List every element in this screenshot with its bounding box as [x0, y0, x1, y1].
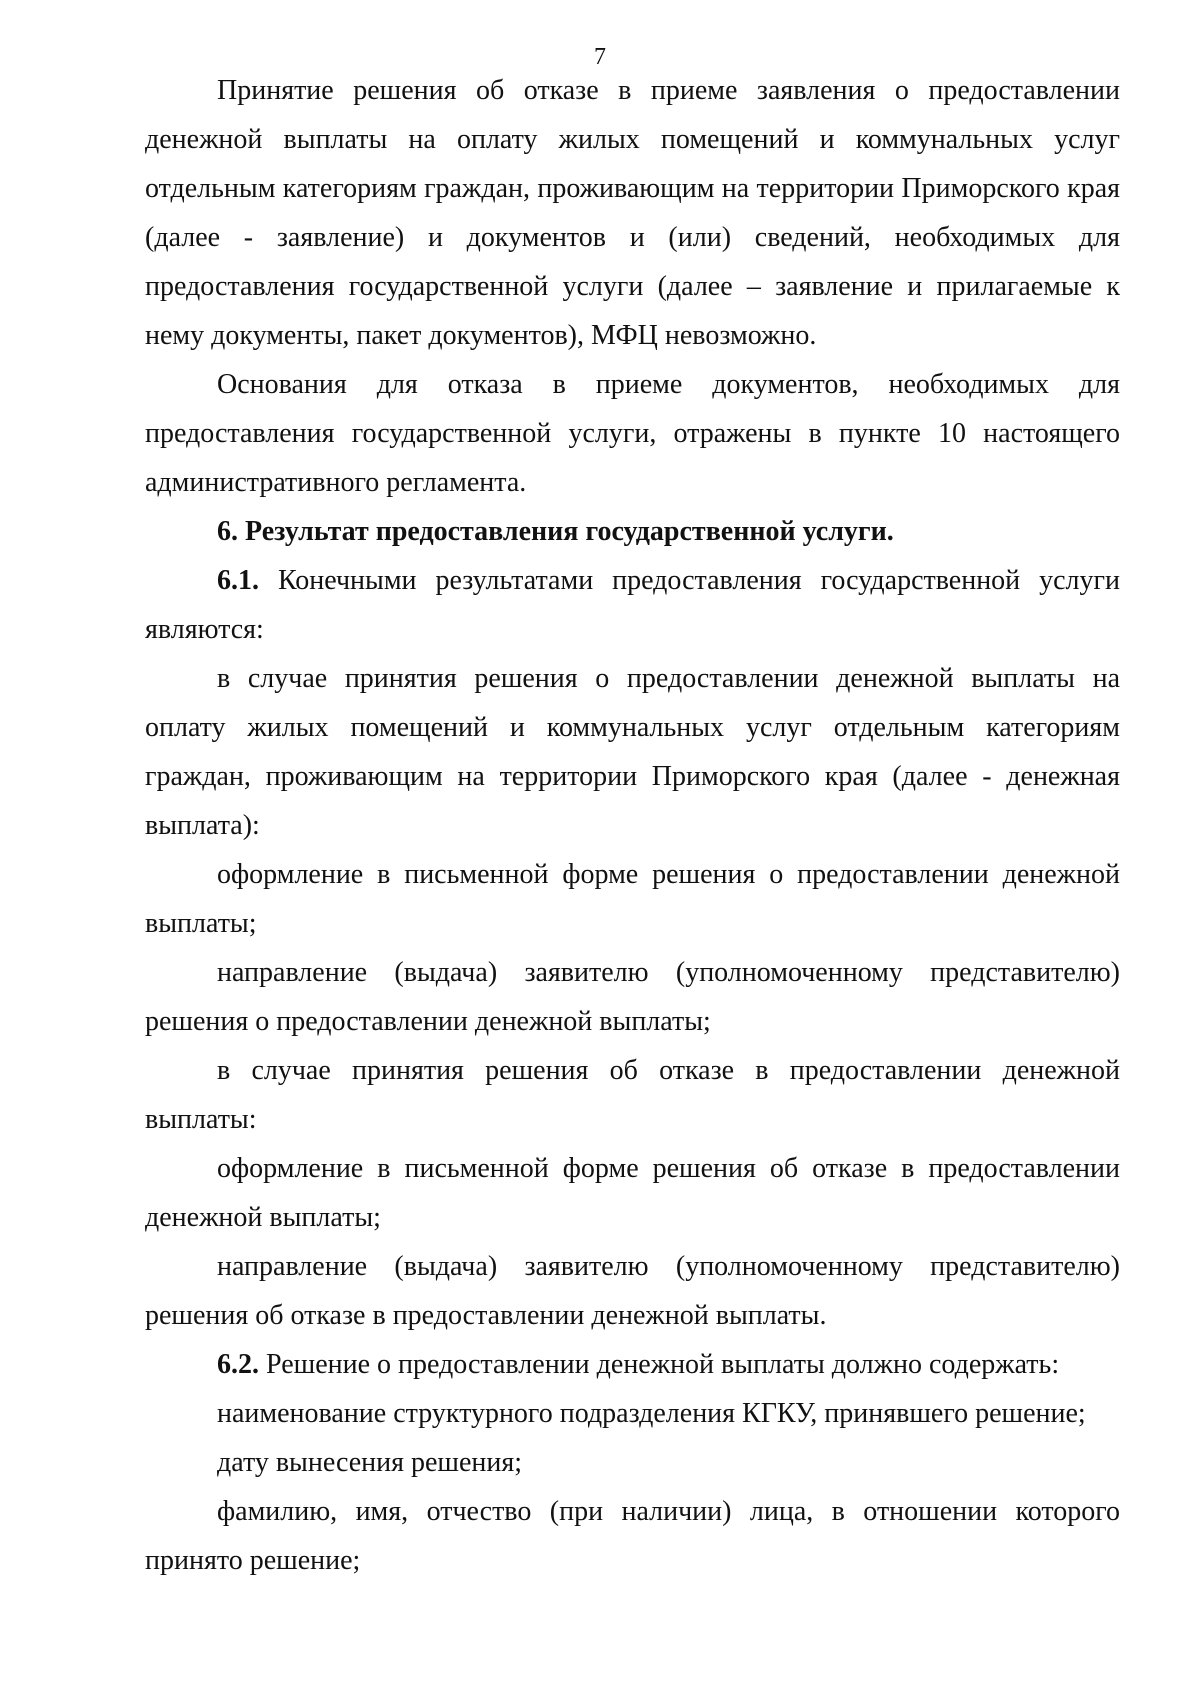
page-number: 7	[594, 44, 606, 70]
clause-number: 6.1.	[217, 565, 259, 596]
paragraph-case-refused: в случае принятия решения об отказе в предоставлении денежной выплаты:	[145, 1055, 1120, 1135]
paragraph-6-1	[145, 556, 1120, 654]
paragraph-refusal-impossible: Принятие решения об отказе в приеме заявления о предоставлении денежной выплаты на оплату жилых помещений и коммунальных услуг отдельным категориям граждан, проживающим на территории Приморского края (далее - заявление) и документов и (или) сведений, необходимых для предоставления государственной услуги (далее – заявление и прилагаемые к нему документы, пакет документов), МФЦ невозможно.	[145, 75, 1120, 351]
paragraph-refusal-grounds: Основания для отказа в приеме документов, необходимых для предоставления государственной услуги, отражены в пункте 10 настоящего административного регламента.	[145, 369, 1120, 498]
paragraph-issue-refusal: направление (выдача) заявителю (уполномоченному представителю) решения об отказе в предоставлении денежной выплаты.	[145, 1251, 1120, 1331]
paragraph-6-2	[145, 1340, 1120, 1389]
paragraph-text: Конечными результатами предоставления государственной услуги являются:	[145, 565, 1120, 645]
section-heading-6: 6. Результат предоставления государственной услуги.	[217, 516, 894, 547]
paragraph-issue-decision: направление (выдача) заявителю (уполномоченному представителю) решения о предоставлении денежной выплаты;	[145, 957, 1120, 1037]
paragraph-case-granted: в случае принятия решения о предоставлении денежной выплаты на оплату жилых помещений и коммунальных услуг отдельным категориям граждан, проживающим на территории Приморского края (далее - денежная выплата):	[145, 663, 1120, 841]
list-item-decision-date: дату вынесения решения;	[217, 1447, 523, 1478]
clause-number: 6.2.	[217, 1349, 259, 1380]
paragraph-written-decision: оформление в письменной форме решения о предоставлении денежной выплаты;	[145, 859, 1120, 939]
document-body	[145, 66, 1120, 1585]
list-item-person-name: фамилию, имя, отчество (при наличии) лица, в отношении которого принято решение;	[145, 1496, 1120, 1576]
paragraph-text: Решение о предоставлении денежной выплаты должно содержать:	[259, 1349, 1060, 1380]
paragraph-written-refusal: оформление в письменной форме решения об отказе в предоставлении денежной выплаты;	[145, 1153, 1120, 1233]
list-item-division-name: наименование структурного подразделения КГКУ, принявшего решение;	[217, 1398, 1086, 1429]
